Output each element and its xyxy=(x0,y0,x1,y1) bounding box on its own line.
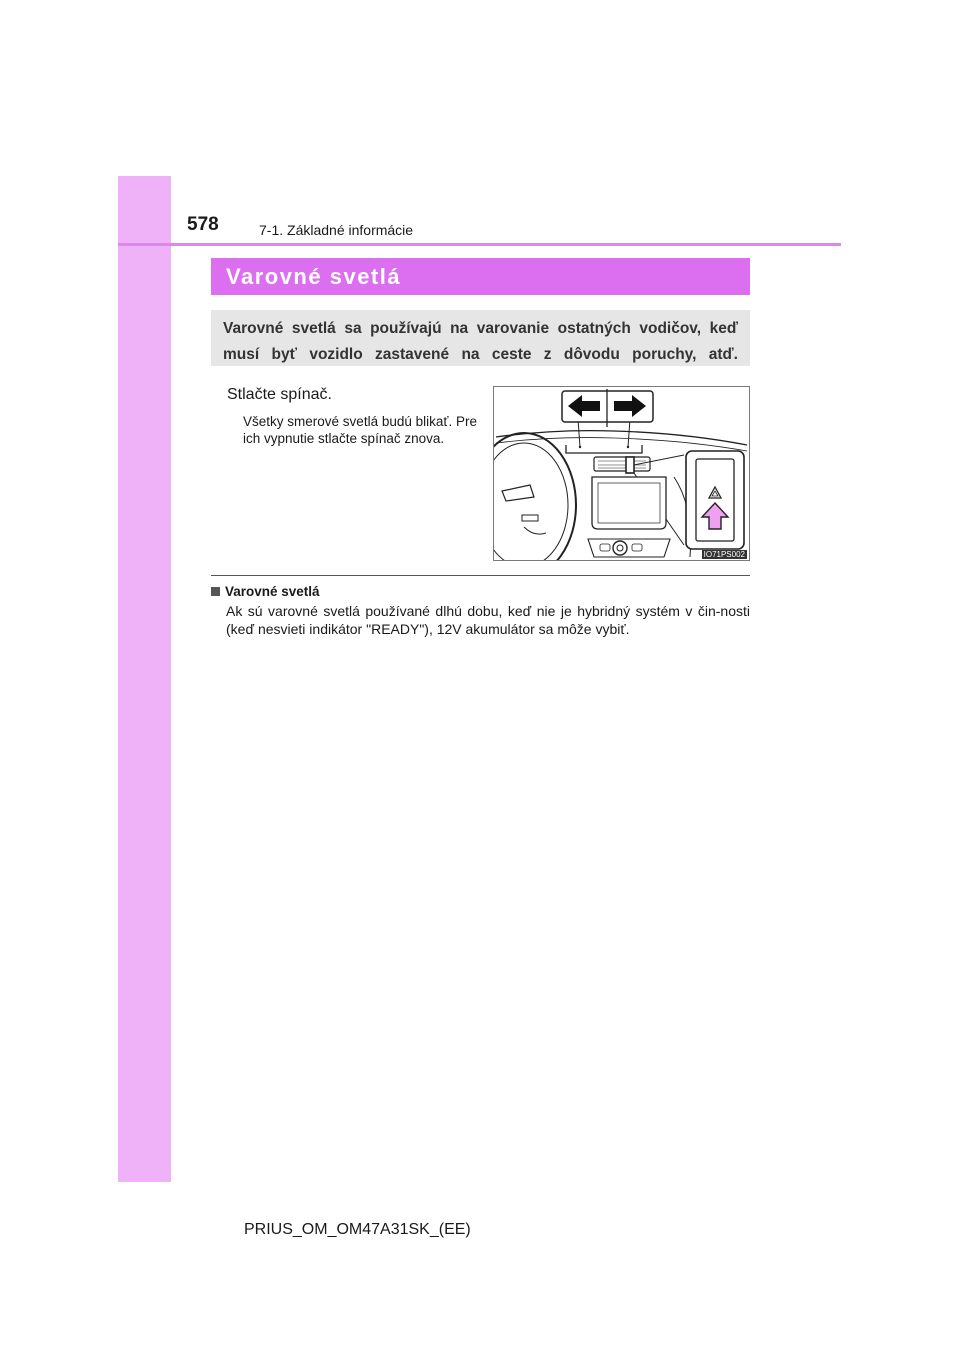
side-tab xyxy=(118,176,171,1182)
page-title: Varovné svetlá xyxy=(226,264,402,289)
note-heading-text: Varovné svetlá xyxy=(225,584,320,599)
title-bar xyxy=(211,258,750,295)
section-title: 7-1. Základné informácie xyxy=(259,222,414,238)
illustration-code: IO71PS002 xyxy=(703,550,745,559)
hazard-button-small xyxy=(626,457,634,473)
note-heading xyxy=(211,584,320,599)
note-body: Ak sú varovné svetlá používané dlhú dobu, keď nie je hybridný systém v čin-nosti (keď nesvieti indikátor "READY"), 12V akumulátor sa môže vybiť. xyxy=(226,603,750,637)
intro-box xyxy=(211,310,750,366)
center-vent xyxy=(594,457,650,471)
intro-text: Varovné svetlá sa používajú na varovanie ostatných vodičov, keď musí byť vozidlo zastavené na ceste z dôvodu poruchy, atď. xyxy=(223,320,738,363)
hazard-switch-illustration xyxy=(493,386,750,561)
step-note: Všetky smerové svetlá budú blikať. Pre ich vypnutie stlačte spínač znova. xyxy=(243,414,477,446)
footer-code: PRIUS_OM_OM47A31SK_(EE) xyxy=(244,1221,471,1238)
note-rule xyxy=(211,575,750,576)
header-rule xyxy=(118,243,841,246)
power-knob xyxy=(613,541,627,555)
step-instruction: Stlačte spínač. xyxy=(227,386,332,403)
dashboard-drawing xyxy=(494,387,749,560)
page-number: 578 xyxy=(187,214,219,235)
center-screen xyxy=(592,477,666,529)
square-bullet-icon xyxy=(211,587,220,596)
